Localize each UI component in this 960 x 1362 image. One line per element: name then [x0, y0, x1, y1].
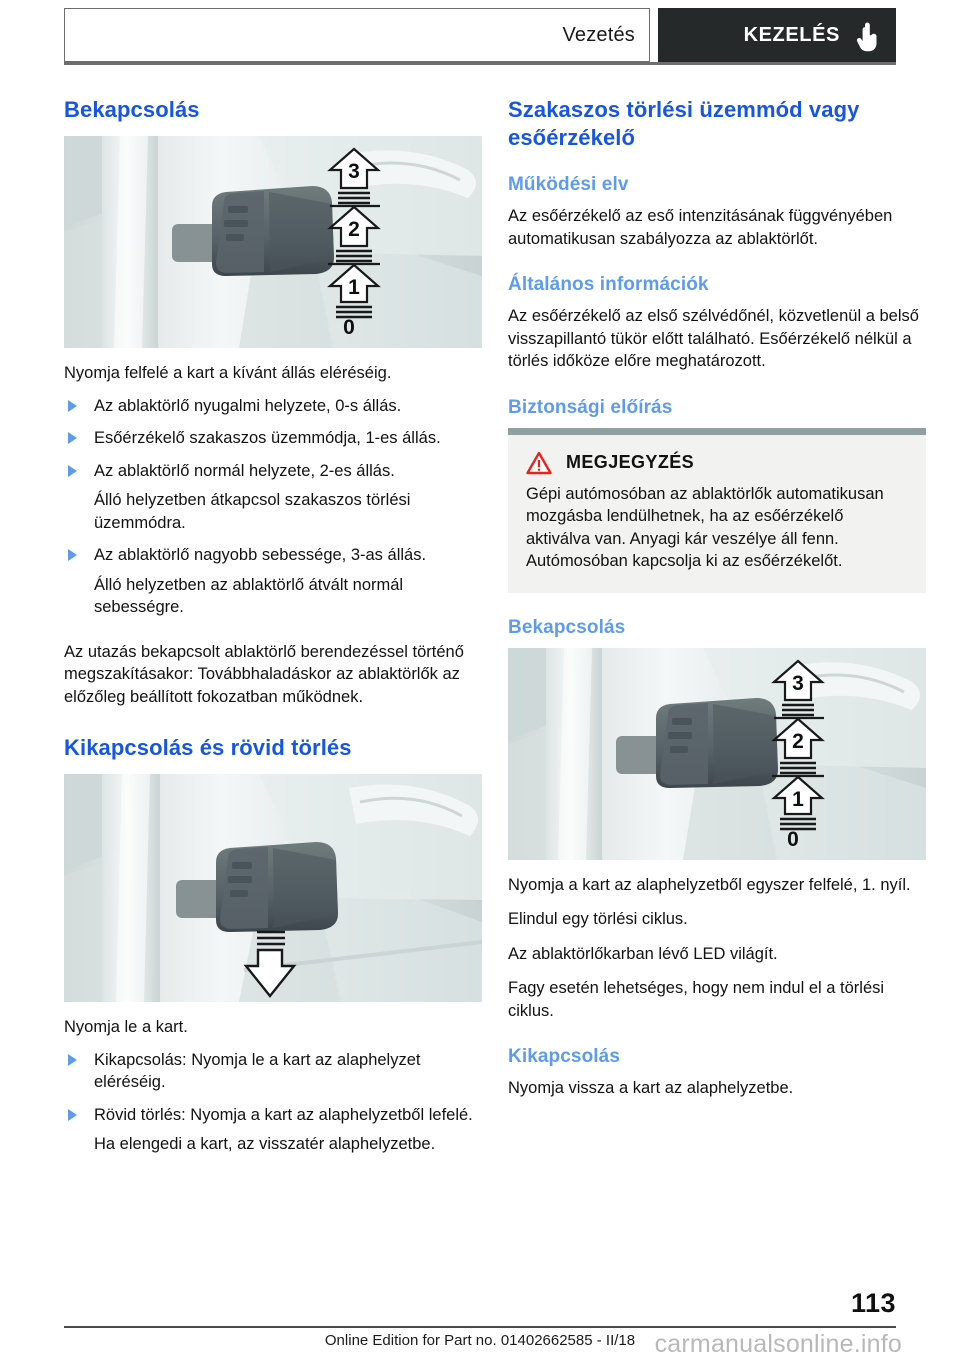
list-item — [64, 395, 482, 418]
breadcrumb-tab-vezetes-label: Vezetés — [562, 23, 635, 46]
list-item-label: Kikapcsolás: Nyomja le a kart az alaphelyzet eléréséig. — [94, 1050, 421, 1091]
list-item-label: Az ablaktörlő nagyobb sebessége, 3-as állás. — [94, 546, 427, 564]
bullet-triangle-icon — [68, 400, 77, 412]
left-section-title-2: Kikapcsolás és rövid törlés — [64, 735, 352, 760]
note-box — [508, 428, 926, 593]
right-body-1: Az esőérzékelő az eső intenzitásának függvényében automatikusan szabályozza az ablaktörlőt. — [508, 207, 893, 248]
figure-wiper-stalk-up-right — [508, 648, 926, 860]
figure-label-2: 2 — [792, 729, 804, 753]
watermark: carmanualsonline.info — [654, 1330, 902, 1358]
right-body-7: Nyomja vissza a kart az alaphelyzetbe. — [508, 1079, 794, 1097]
figure-label-0: 0 — [343, 316, 355, 339]
breadcrumb-tab-kezeles-label: KEZELÉS — [743, 23, 840, 46]
list-item — [64, 1049, 482, 1094]
list-item-label: Rövid törlés: Nyomja a kart az alaphelyzetből lefelé. — [94, 1105, 473, 1124]
left-intro-text: Nyomja felfelé a kart a kívánt állás eléréséig. — [64, 364, 392, 382]
subheading-altalanos-informaciok: Általános információk — [508, 274, 709, 295]
right-body-6: Fagy esetén lehetséges, hogy nem indul el a törlési ciklus. — [508, 979, 885, 1020]
footer-divider — [64, 1326, 896, 1328]
list-item — [64, 427, 482, 450]
pointing-hand-icon — [854, 22, 880, 52]
bullet-triangle-icon — [68, 432, 77, 444]
right-section-title: Szakaszos törlési üzemmód vagy esőérzékelő — [508, 97, 860, 150]
subheading-bekapcsolas: Bekapcsolás — [508, 616, 626, 638]
subheading-biztonsagi-eloiras: Biztonsági előírás — [508, 396, 673, 418]
figure-label-1: 1 — [348, 276, 360, 299]
list-item-label: Az ablaktörlő nyugalmi helyzete, 0-s állás. — [94, 396, 402, 415]
list-item-note: Álló helyzetben az ablaktörlő átvált normál sebességre. — [94, 575, 404, 616]
list-item — [64, 460, 482, 535]
subheading-kikapcsolas: Kikapcsolás — [508, 1046, 620, 1067]
page-number: 113 — [850, 1288, 896, 1318]
figure-wiper-stalk-up-left — [64, 136, 482, 348]
footer-edition-text: Online Edition for Part no. 01402662585 - II/18 — [324, 1332, 636, 1349]
subheading-mukodesi-elv: Működési elv — [508, 174, 629, 195]
breadcrumb-tab-vezetes[interactable] — [64, 8, 650, 62]
figure-label-0: 0 — [787, 827, 799, 851]
list-item-label: Esőérzékelő szakaszos üzemmódja, 1-es állás. — [94, 429, 441, 447]
right-body-4: Elindul egy törlési ciklus. — [508, 910, 688, 928]
figure-label-1: 1 — [792, 787, 804, 811]
list-item — [64, 544, 482, 619]
warning-triangle-icon — [526, 451, 552, 475]
header-underline — [64, 62, 896, 65]
note-body: Gépi autómosóban az ablaktörlők automatikusan mozgásba lendülhetnek, ha az esőérzékelő aktiválva van. Anyagi kár veszélye áll fenn. Autómosóban kapcsolja ki az esőérzékelőt. — [526, 484, 884, 570]
left-bullet-list-2 — [64, 1049, 482, 1156]
list-item — [64, 1104, 482, 1156]
figure-label-3: 3 — [348, 160, 360, 183]
bullet-triangle-icon — [68, 465, 77, 477]
bullet-triangle-icon — [68, 1109, 77, 1121]
left-paragraph: Az utazás bekapcsolt ablaktörlő berendezéssel történő megszakításakor: Továbbhaladáskor az ablaktörlők az előzőleg beállított fokozatban működnek. — [64, 642, 464, 706]
note-header — [526, 451, 908, 475]
figure-label-3: 3 — [792, 671, 804, 695]
right-column — [508, 96, 926, 1100]
note-title: MEGJEGYZÉS — [566, 452, 695, 472]
bullet-triangle-icon — [68, 549, 77, 561]
right-body-5: Az ablaktörlőkarban lévő LED világít. — [508, 944, 778, 963]
page-header — [0, 0, 960, 90]
left-intro-text-2: Nyomja le a kart. — [64, 1018, 188, 1036]
right-body-2: Az esőérzékelő az első szélvédőnél, közvetlenül a belső visszapillantó tükör előtt található. Esőérzékelő nélkül a törlés időköze előre meghatározott. — [508, 307, 919, 370]
figure-label-2: 2 — [348, 218, 360, 241]
breadcrumb-tab-kezeles[interactable] — [658, 8, 896, 62]
bullet-triangle-icon — [68, 1054, 77, 1066]
list-item-note: Álló helyzetben átkapcsol szakaszos törlési üzemmódra. — [94, 491, 411, 532]
figure-wiper-stalk-down — [64, 774, 482, 1002]
list-item-note: Ha elengedi a kart, az visszatér alaphelyzetbe. — [94, 1135, 436, 1153]
left-bullet-list-1 — [64, 395, 482, 619]
list-item-label: Az ablaktörlő normál helyzete, 2-es állás. — [94, 461, 395, 480]
left-section-title: Bekapcsolás — [64, 97, 200, 122]
right-body-3: Nyomja a kart az alaphelyzetből egyszer felfelé, 1. nyíl. — [508, 875, 911, 894]
page-footer — [0, 1288, 960, 1362]
left-column — [64, 96, 482, 1166]
